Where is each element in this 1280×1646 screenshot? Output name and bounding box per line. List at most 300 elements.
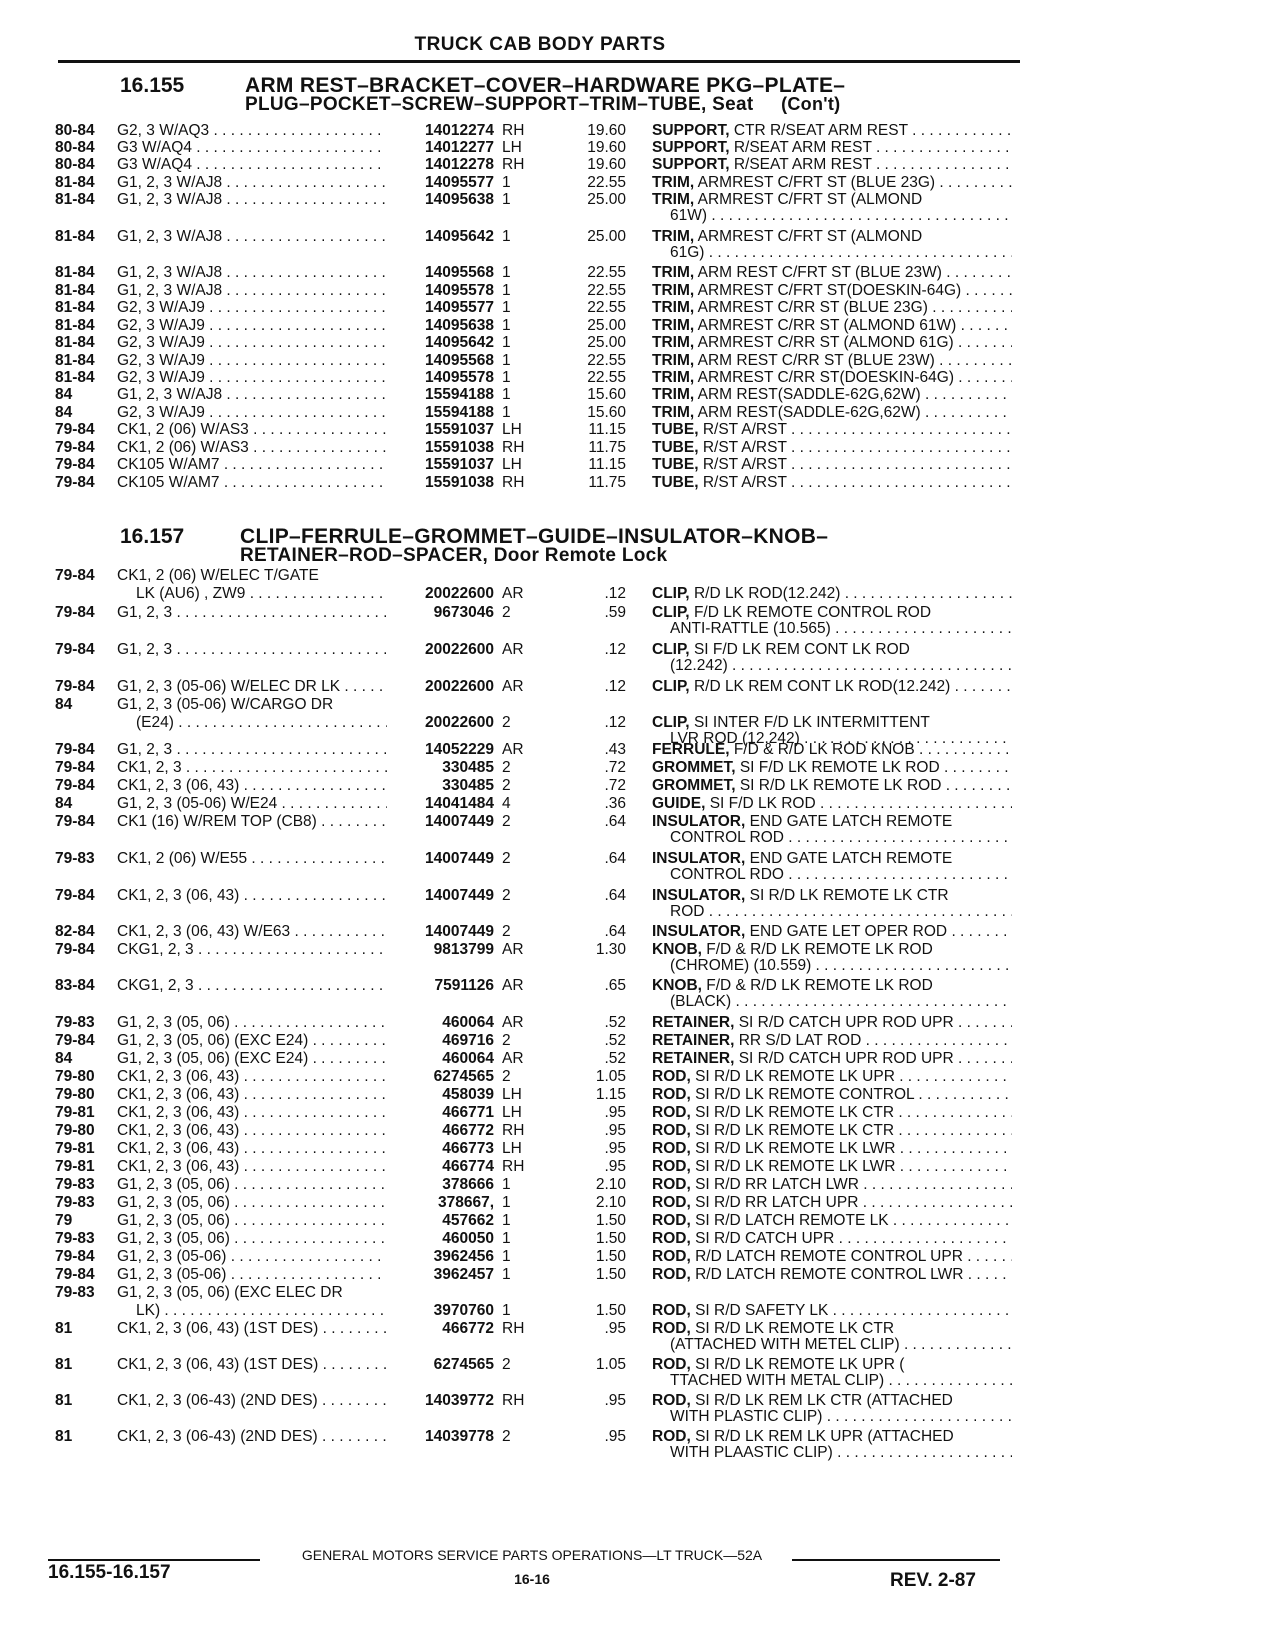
quantity: LH bbox=[502, 1086, 522, 1103]
footer-revision: REV. 2-87 bbox=[890, 1570, 976, 1591]
model-years: 79-84 bbox=[55, 421, 95, 438]
part-name: CLIP, bbox=[652, 585, 690, 602]
description-text: ARMREST C/FRT ST (BLUE 23G) bbox=[697, 174, 936, 191]
part-number: 3962457 bbox=[433, 1266, 494, 1283]
price: 11.75 bbox=[588, 439, 626, 456]
model-years: 79-83 bbox=[55, 1014, 95, 1031]
part-number: 15594188 bbox=[425, 386, 494, 403]
price: 19.60 bbox=[587, 122, 626, 139]
description-text: END GATE LATCH REMOTE bbox=[749, 850, 953, 867]
description-line2: CONTROL RDO . . . bbox=[670, 866, 1012, 884]
part-number: 466774 bbox=[442, 1158, 494, 1175]
application: CK1, 2, 3 (06, 43) . . . bbox=[117, 887, 387, 905]
model-years: 79 bbox=[55, 1212, 73, 1229]
part-number: 14007449 bbox=[425, 923, 494, 940]
description-text: F/D LK REMOTE CONTROL ROD bbox=[693, 604, 932, 621]
quantity: AR bbox=[502, 1014, 524, 1031]
part-name: TRIM, bbox=[652, 282, 695, 299]
model-years: 81-84 bbox=[55, 191, 95, 208]
description bbox=[652, 139, 1012, 157]
description bbox=[652, 1140, 1012, 1158]
price: .64 bbox=[604, 850, 626, 867]
part-name: RETAINER, bbox=[652, 1050, 735, 1067]
application: G1, 2, 3 . . . bbox=[117, 604, 387, 622]
part-name: TUBE, bbox=[652, 421, 699, 438]
model-years: 82-84 bbox=[55, 923, 95, 940]
footer-rule-right bbox=[792, 1559, 1000, 1561]
price: 22.55 bbox=[587, 369, 626, 386]
part-number: 466772 bbox=[442, 1122, 494, 1139]
part-number: 378666 bbox=[442, 1176, 494, 1193]
description-text: CTR R/SEAT ARM REST bbox=[733, 122, 908, 139]
description-text: SI R/D RR LATCH UPR bbox=[695, 1194, 859, 1211]
description-line2: 61G) . . . bbox=[670, 244, 1012, 262]
application: CK1 (16) W/REM TOP (CB8) . . . bbox=[117, 813, 387, 831]
application: G2, 3 W/AJ9 . . . bbox=[117, 404, 387, 422]
description-line2: 61W) . . . bbox=[670, 207, 1012, 225]
application: G1, 2, 3 (05, 06) . . . bbox=[117, 1230, 387, 1248]
quantity: 2 bbox=[502, 1032, 511, 1049]
price: 1.50 bbox=[595, 1302, 626, 1319]
description-text: F/D & R/D LK ROD KNOB bbox=[733, 741, 915, 758]
description-text: R/SEAT ARM REST bbox=[733, 139, 872, 156]
quantity: RH bbox=[502, 439, 525, 456]
quantity: 2 bbox=[502, 887, 511, 904]
part-number: 460064 bbox=[442, 1014, 494, 1031]
description bbox=[652, 923, 1012, 941]
model-years: 79-84 bbox=[55, 604, 95, 621]
model-years: 79-84 bbox=[55, 567, 95, 584]
price: 15.60 bbox=[587, 404, 626, 421]
part-number: 14095577 bbox=[425, 174, 494, 191]
model-years: 83-84 bbox=[55, 977, 95, 994]
application: G1, 2, 3 (05, 06) . . . bbox=[117, 1194, 387, 1212]
description-text: F/D & R/D LK REMOTE LK ROD bbox=[706, 941, 933, 958]
quantity: AR bbox=[502, 977, 524, 994]
description bbox=[652, 317, 1012, 335]
quantity: 1 bbox=[502, 191, 511, 208]
model-years: 79-84 bbox=[55, 777, 95, 794]
description-text: SI R/D LK REMOTE LK CTR bbox=[695, 1104, 895, 1121]
description-text: SI R/D CATCH UPR ROD UPR bbox=[738, 1014, 954, 1031]
description bbox=[652, 1104, 1012, 1122]
description-line2: ANTI-RATTLE (10.565) . . . bbox=[670, 620, 1012, 638]
price: 11.75 bbox=[588, 474, 626, 491]
description bbox=[652, 1122, 1012, 1140]
part-number: 378667, bbox=[437, 1194, 494, 1211]
description bbox=[652, 156, 1012, 174]
application: G1, 2, 3 (05-06) . . . bbox=[117, 1248, 387, 1266]
quantity: LH bbox=[502, 139, 522, 156]
part-number: 457662 bbox=[442, 1212, 494, 1229]
quantity: 1 bbox=[502, 1266, 511, 1283]
price: .52 bbox=[604, 1032, 626, 1049]
description-text: R/ST A/RST bbox=[702, 421, 787, 438]
quantity: RH bbox=[502, 122, 525, 139]
description-text: R/D LK ROD(12.242) bbox=[693, 585, 841, 602]
description bbox=[652, 404, 1012, 422]
quantity: 2 bbox=[502, 604, 511, 621]
part-number: 6274565 bbox=[433, 1068, 494, 1085]
quantity: 1 bbox=[502, 317, 511, 334]
section-title-line1: ARM REST–BRACKET–COVER–HARDWARE PKG–PLATE– bbox=[245, 74, 846, 97]
price: 1.50 bbox=[595, 1266, 626, 1283]
price: .72 bbox=[604, 759, 626, 776]
description-text: SI R/D LATCH REMOTE LK bbox=[695, 1212, 889, 1229]
part-number: 14095578 bbox=[425, 282, 494, 299]
application-line1: CK1, 2 (06) W/ELEC T/GATE bbox=[117, 567, 319, 584]
description bbox=[652, 1176, 1012, 1194]
part-number: 15591037 bbox=[425, 456, 494, 473]
part-name: CLIP, bbox=[652, 678, 690, 695]
part-name: ROD, bbox=[652, 1392, 691, 1409]
quantity: AR bbox=[502, 941, 524, 958]
header-rule bbox=[58, 60, 1020, 63]
description bbox=[652, 1194, 1012, 1212]
price: 1.15 bbox=[595, 1086, 626, 1103]
description-line2: (ATTACHED WITH METEL CLIP) . . . bbox=[670, 1336, 1012, 1354]
application: G1, 2, 3 W/AJ8 . . . bbox=[117, 174, 387, 192]
description bbox=[652, 1248, 1012, 1266]
price: 11.15 bbox=[588, 421, 626, 438]
part-number: 7591126 bbox=[434, 977, 494, 994]
part-name: FERRULE, bbox=[652, 741, 730, 758]
description-text: SI R/D SAFETY LK bbox=[695, 1302, 829, 1319]
price: .95 bbox=[604, 1428, 626, 1445]
model-years: 81-84 bbox=[55, 264, 95, 281]
part-number: 3962456 bbox=[433, 1248, 494, 1265]
application: G2, 3 W/AQ3 . . . bbox=[117, 122, 387, 140]
description bbox=[652, 1014, 1012, 1032]
section-title-suffix: (Con't) bbox=[781, 94, 841, 114]
part-name: ROD, bbox=[652, 1140, 691, 1157]
quantity: RH bbox=[502, 156, 525, 173]
model-years: 79-81 bbox=[55, 1140, 95, 1157]
part-number: 9673046 bbox=[433, 604, 494, 621]
part-number: 6274565 bbox=[433, 1356, 494, 1373]
application: G3 W/AQ4 . . . bbox=[117, 156, 387, 174]
price: .95 bbox=[604, 1392, 626, 1409]
quantity: 2 bbox=[502, 1356, 511, 1373]
footer-page-number: 16-16 bbox=[514, 1571, 550, 1587]
quantity: AR bbox=[502, 585, 524, 602]
description-text: SI R/D CATCH UPR bbox=[695, 1230, 835, 1247]
model-years: 80-84 bbox=[55, 122, 95, 139]
price: .12 bbox=[604, 585, 626, 602]
part-number: 14012274 bbox=[425, 122, 494, 139]
quantity: 1 bbox=[502, 404, 511, 421]
part-number: 466771 bbox=[442, 1104, 494, 1121]
footer-rule-left bbox=[48, 1559, 260, 1561]
application: CK1, 2, 3 (06, 43) . . . bbox=[117, 1086, 387, 1104]
description bbox=[652, 264, 1012, 282]
part-name: ROD, bbox=[652, 1122, 691, 1139]
description bbox=[652, 1230, 1012, 1248]
application: G1, 2, 3 (05, 06) . . . bbox=[117, 1212, 387, 1230]
price: .95 bbox=[604, 1320, 626, 1337]
price: 19.60 bbox=[587, 139, 626, 156]
part-number: 20022600 bbox=[425, 714, 494, 731]
part-number: 14095577 bbox=[425, 299, 494, 316]
quantity: AR bbox=[502, 678, 524, 695]
part-name: TRIM, bbox=[652, 299, 695, 316]
model-years: 81-84 bbox=[55, 299, 95, 316]
part-number: 14041484 bbox=[425, 795, 494, 812]
description-text: R/ST A/RST bbox=[702, 456, 787, 473]
part-number: 14039778 bbox=[425, 1428, 494, 1445]
quantity: LH bbox=[502, 421, 522, 438]
model-years: 79-81 bbox=[55, 1104, 95, 1121]
part-name: TRIM, bbox=[652, 228, 695, 245]
application: CK1, 2, 3 (06-43) (2ND DES) . . . bbox=[117, 1428, 387, 1446]
part-name: TRIM, bbox=[652, 352, 695, 369]
description bbox=[652, 1302, 1012, 1320]
application: CKG1, 2, 3 . . . bbox=[117, 941, 387, 959]
model-years: 79-84 bbox=[55, 1248, 95, 1265]
application: G1, 2, 3 (05-06) W/ELEC DR LK . . . bbox=[117, 678, 387, 696]
application: CK1, 2, 3 (06, 43) W/E63 . . . bbox=[117, 923, 387, 941]
section-title-line2: RETAINER–ROD–SPACER, Door Remote Lock bbox=[240, 545, 668, 566]
application: G1, 2, 3 (05-06) W/E24 . . . bbox=[117, 795, 387, 813]
model-years: 79-83 bbox=[55, 1230, 95, 1247]
price: 22.55 bbox=[587, 282, 626, 299]
section-title-line2: PLUG–POCKET–SCREW–SUPPORT–TRIM–TUBE, Seat bbox=[245, 94, 754, 115]
model-years: 80-84 bbox=[55, 139, 95, 156]
part-name: ROD, bbox=[652, 1248, 691, 1265]
application: G1, 2, 3 W/AJ8 . . . bbox=[117, 191, 387, 209]
price: .64 bbox=[604, 813, 626, 830]
price: .12 bbox=[604, 641, 626, 658]
application: G2, 3 W/AJ9 . . . bbox=[117, 352, 387, 370]
quantity: RH bbox=[502, 1122, 525, 1139]
description-text: END GATE LATCH REMOTE bbox=[749, 813, 953, 830]
description bbox=[652, 174, 1012, 192]
footer-center-text: GENERAL MOTORS SERVICE PARTS OPERATIONS—LT TRUCK—52A bbox=[301, 1547, 763, 1563]
part-number: 14095638 bbox=[425, 191, 494, 208]
part-name: ROD, bbox=[652, 1086, 691, 1103]
part-number: 458039 bbox=[442, 1086, 494, 1103]
description-line2: WITH PLASTIC CLIP) . . . bbox=[670, 1408, 1012, 1426]
quantity: LH bbox=[502, 1104, 522, 1121]
quantity: 2 bbox=[502, 850, 511, 867]
application: CK1, 2, 3 (06, 43) . . . bbox=[117, 777, 387, 795]
part-name: CLIP, bbox=[652, 714, 690, 731]
description-line2: (BLACK) . . . bbox=[670, 993, 1012, 1011]
application: G1, 2, 3 W/AJ8 . . . bbox=[117, 228, 387, 246]
description-text: SI R/D LK REM LK CTR (ATTACHED bbox=[695, 1392, 953, 1409]
description-text: ARMREST C/RR ST (BLUE 23G) bbox=[697, 299, 928, 316]
description-text: SI R/D LK REMOTE CONTROL bbox=[695, 1086, 915, 1103]
description-text: SI R/D LK REMOTE LK UPR ( bbox=[695, 1356, 905, 1373]
description bbox=[652, 334, 1012, 352]
application: G1, 2, 3 W/AJ8 . . . bbox=[117, 264, 387, 282]
part-name: SUPPORT, bbox=[652, 139, 730, 156]
part-name: INSULATOR, bbox=[652, 850, 746, 867]
model-years: 81-84 bbox=[55, 334, 95, 351]
quantity: 1 bbox=[502, 1176, 511, 1193]
description-text: ARMREST C/FRT ST (ALMOND bbox=[697, 228, 923, 245]
description-text: ARM REST(SADDLE-62G,62W) bbox=[697, 386, 921, 403]
part-number: 14095638 bbox=[425, 317, 494, 334]
description-line2: (12.242) . . . bbox=[670, 657, 1012, 675]
description-text: ARMREST C/FRT ST (ALMOND bbox=[697, 191, 923, 208]
part-number: 15591038 bbox=[425, 439, 494, 456]
description bbox=[652, 759, 1012, 777]
description-text: SI R/D LK REMOTE LK ROD bbox=[739, 777, 942, 794]
description bbox=[652, 1050, 1012, 1068]
quantity: 1 bbox=[502, 1194, 511, 1211]
description bbox=[652, 585, 1012, 603]
part-name: INSULATOR, bbox=[652, 923, 746, 940]
quantity: AR bbox=[502, 641, 524, 658]
description-line2: LVR ROD (12.242) . . . bbox=[670, 730, 1012, 748]
part-number: 469716 bbox=[442, 1032, 494, 1049]
part-number: 9813799 bbox=[433, 941, 494, 958]
description-text: ARMREST C/RR ST (ALMOND 61G) bbox=[697, 334, 954, 351]
description bbox=[652, 474, 1012, 492]
description bbox=[652, 678, 1012, 696]
part-number: 14007449 bbox=[425, 813, 494, 830]
description-text: ARM REST C/FRT ST (BLUE 23W) bbox=[697, 264, 942, 281]
part-name: GROMMET, bbox=[652, 777, 736, 794]
part-name: CLIP, bbox=[652, 641, 690, 658]
part-name: ROD, bbox=[652, 1356, 691, 1373]
description bbox=[652, 299, 1012, 317]
part-number: 20022600 bbox=[425, 678, 494, 695]
application: G3 W/AQ4 . . . bbox=[117, 139, 387, 157]
description-text: R/D LATCH REMOTE CONTROL LWR bbox=[695, 1266, 964, 1283]
description-text: SI F/D LK REM CONT LK ROD bbox=[693, 641, 910, 658]
model-years: 84 bbox=[55, 1050, 73, 1067]
quantity: RH bbox=[502, 1392, 525, 1409]
part-number: 14039772 bbox=[425, 1392, 494, 1409]
quantity: 2 bbox=[502, 777, 511, 794]
quantity: 2 bbox=[502, 759, 511, 776]
part-number: 466772 bbox=[442, 1320, 494, 1337]
price: 2.10 bbox=[595, 1194, 626, 1211]
description-text: SI F/D LK REMOTE LK ROD bbox=[739, 759, 940, 776]
price: .64 bbox=[604, 923, 626, 940]
description-text: ARMREST C/RR ST(DOESKIN-64G) bbox=[697, 369, 954, 386]
quantity: 1 bbox=[502, 1230, 511, 1247]
price: .95 bbox=[604, 1104, 626, 1121]
description bbox=[652, 439, 1012, 457]
part-number: 3970760 bbox=[433, 1302, 494, 1319]
part-number: 460064 bbox=[442, 1050, 494, 1067]
application: CK1, 2, 3 (06, 43) . . . bbox=[117, 1140, 387, 1158]
model-years: 79-84 bbox=[55, 1266, 95, 1283]
description-line2: ROD . . . bbox=[670, 903, 1012, 921]
part-number: 14012277 bbox=[425, 139, 494, 156]
part-name: TUBE, bbox=[652, 456, 699, 473]
model-years: 79-80 bbox=[55, 1122, 95, 1139]
section-number: 16.155 bbox=[120, 74, 185, 97]
quantity: 1 bbox=[502, 1212, 511, 1229]
part-number: 14012278 bbox=[425, 156, 494, 173]
application: CK105 W/AM7 . . . bbox=[117, 456, 387, 474]
description-text: SI R/D LK REMOTE LK LWR bbox=[695, 1158, 896, 1175]
part-name: RETAINER, bbox=[652, 1032, 735, 1049]
description-text: ARM REST C/RR ST (BLUE 23W) bbox=[697, 352, 935, 369]
application: CK105 W/AM7 . . . bbox=[117, 474, 387, 492]
model-years: 84 bbox=[55, 696, 73, 713]
description-text: R/ST A/RST bbox=[702, 439, 787, 456]
application-line1: G1, 2, 3 (05, 06) (EXC ELEC DR bbox=[117, 1284, 343, 1301]
part-number: 14095642 bbox=[425, 228, 494, 245]
quantity: AR bbox=[502, 741, 524, 758]
part-name: ROD, bbox=[652, 1194, 691, 1211]
description-text: R/D LATCH REMOTE CONTROL UPR bbox=[695, 1248, 963, 1265]
application: (E24) . . . bbox=[136, 714, 387, 732]
application: G2, 3 W/AJ9 . . . bbox=[117, 317, 387, 335]
model-years: 81-84 bbox=[55, 369, 95, 386]
application: G1, 2, 3 W/AJ8 . . . bbox=[117, 386, 387, 404]
quantity: 1 bbox=[502, 369, 511, 386]
model-years: 81 bbox=[55, 1356, 73, 1373]
price: 25.00 bbox=[587, 191, 626, 208]
quantity: RH bbox=[502, 1158, 525, 1175]
model-years: 81 bbox=[55, 1320, 73, 1337]
description-text: ARMREST C/RR ST (ALMOND 61W) bbox=[697, 317, 957, 334]
price: 25.00 bbox=[587, 334, 626, 351]
price: 2.10 bbox=[595, 1176, 626, 1193]
quantity: LH bbox=[502, 456, 522, 473]
description-text: SI R/D LK REMOTE LK CTR bbox=[695, 1320, 895, 1337]
part-number: 15591037 bbox=[425, 421, 494, 438]
part-name: ROD, bbox=[652, 1212, 691, 1229]
part-name: GUIDE, bbox=[652, 795, 706, 812]
quantity: 1 bbox=[502, 334, 511, 351]
price: 15.60 bbox=[587, 386, 626, 403]
description-text: SI R/D LK REMOTE LK CTR bbox=[749, 887, 949, 904]
model-years: 79-80 bbox=[55, 1086, 95, 1103]
description-text: ARM REST(SADDLE-62G,62W) bbox=[697, 404, 921, 421]
quantity: 1 bbox=[502, 174, 511, 191]
description-text: ARMREST C/FRT ST(DOESKIN-64G) bbox=[697, 282, 962, 299]
part-number: 330485 bbox=[442, 759, 494, 776]
price: 1.05 bbox=[595, 1356, 626, 1373]
quantity: 1 bbox=[502, 228, 511, 245]
model-years: 81 bbox=[55, 1392, 73, 1409]
price: 22.55 bbox=[587, 264, 626, 281]
part-number: 460050 bbox=[442, 1230, 494, 1247]
application: CK1, 2, 3 (06, 43) . . . bbox=[117, 1122, 387, 1140]
description-text: SI R/D LK REMOTE LK LWR bbox=[695, 1140, 896, 1157]
part-name: TUBE, bbox=[652, 474, 699, 491]
quantity: 1 bbox=[502, 264, 511, 281]
part-number: 330485 bbox=[442, 777, 494, 794]
model-years: 79-84 bbox=[55, 813, 95, 830]
description-line2: TTACHED WITH METAL CLIP) . . . bbox=[670, 1372, 1012, 1390]
application: CK1, 2, 3 (06, 43) . . . bbox=[117, 1104, 387, 1122]
description-text: SI R/D CATCH UPR ROD UPR bbox=[738, 1050, 954, 1067]
application: CK1, 2, 3 . . . bbox=[117, 759, 387, 777]
price: .59 bbox=[604, 604, 626, 621]
model-years: 79-83 bbox=[55, 1176, 95, 1193]
description-line2: WITH PLAASTIC CLIP) . . . bbox=[670, 1444, 1012, 1462]
model-years: 81 bbox=[55, 1428, 73, 1445]
application: G2, 3 W/AJ9 . . . bbox=[117, 299, 387, 317]
description bbox=[652, 282, 1012, 300]
application: CK1, 2, 3 (06, 43) (1ST DES) . . . bbox=[117, 1356, 387, 1374]
application: G1, 2, 3 . . . bbox=[117, 741, 387, 759]
page-header-title: TRUCK CAB BODY PARTS bbox=[414, 34, 666, 55]
description bbox=[652, 352, 1012, 370]
model-years: 79-84 bbox=[55, 641, 95, 658]
quantity: 2 bbox=[502, 923, 511, 940]
description bbox=[652, 1266, 1012, 1284]
part-name: ROD, bbox=[652, 1104, 691, 1121]
